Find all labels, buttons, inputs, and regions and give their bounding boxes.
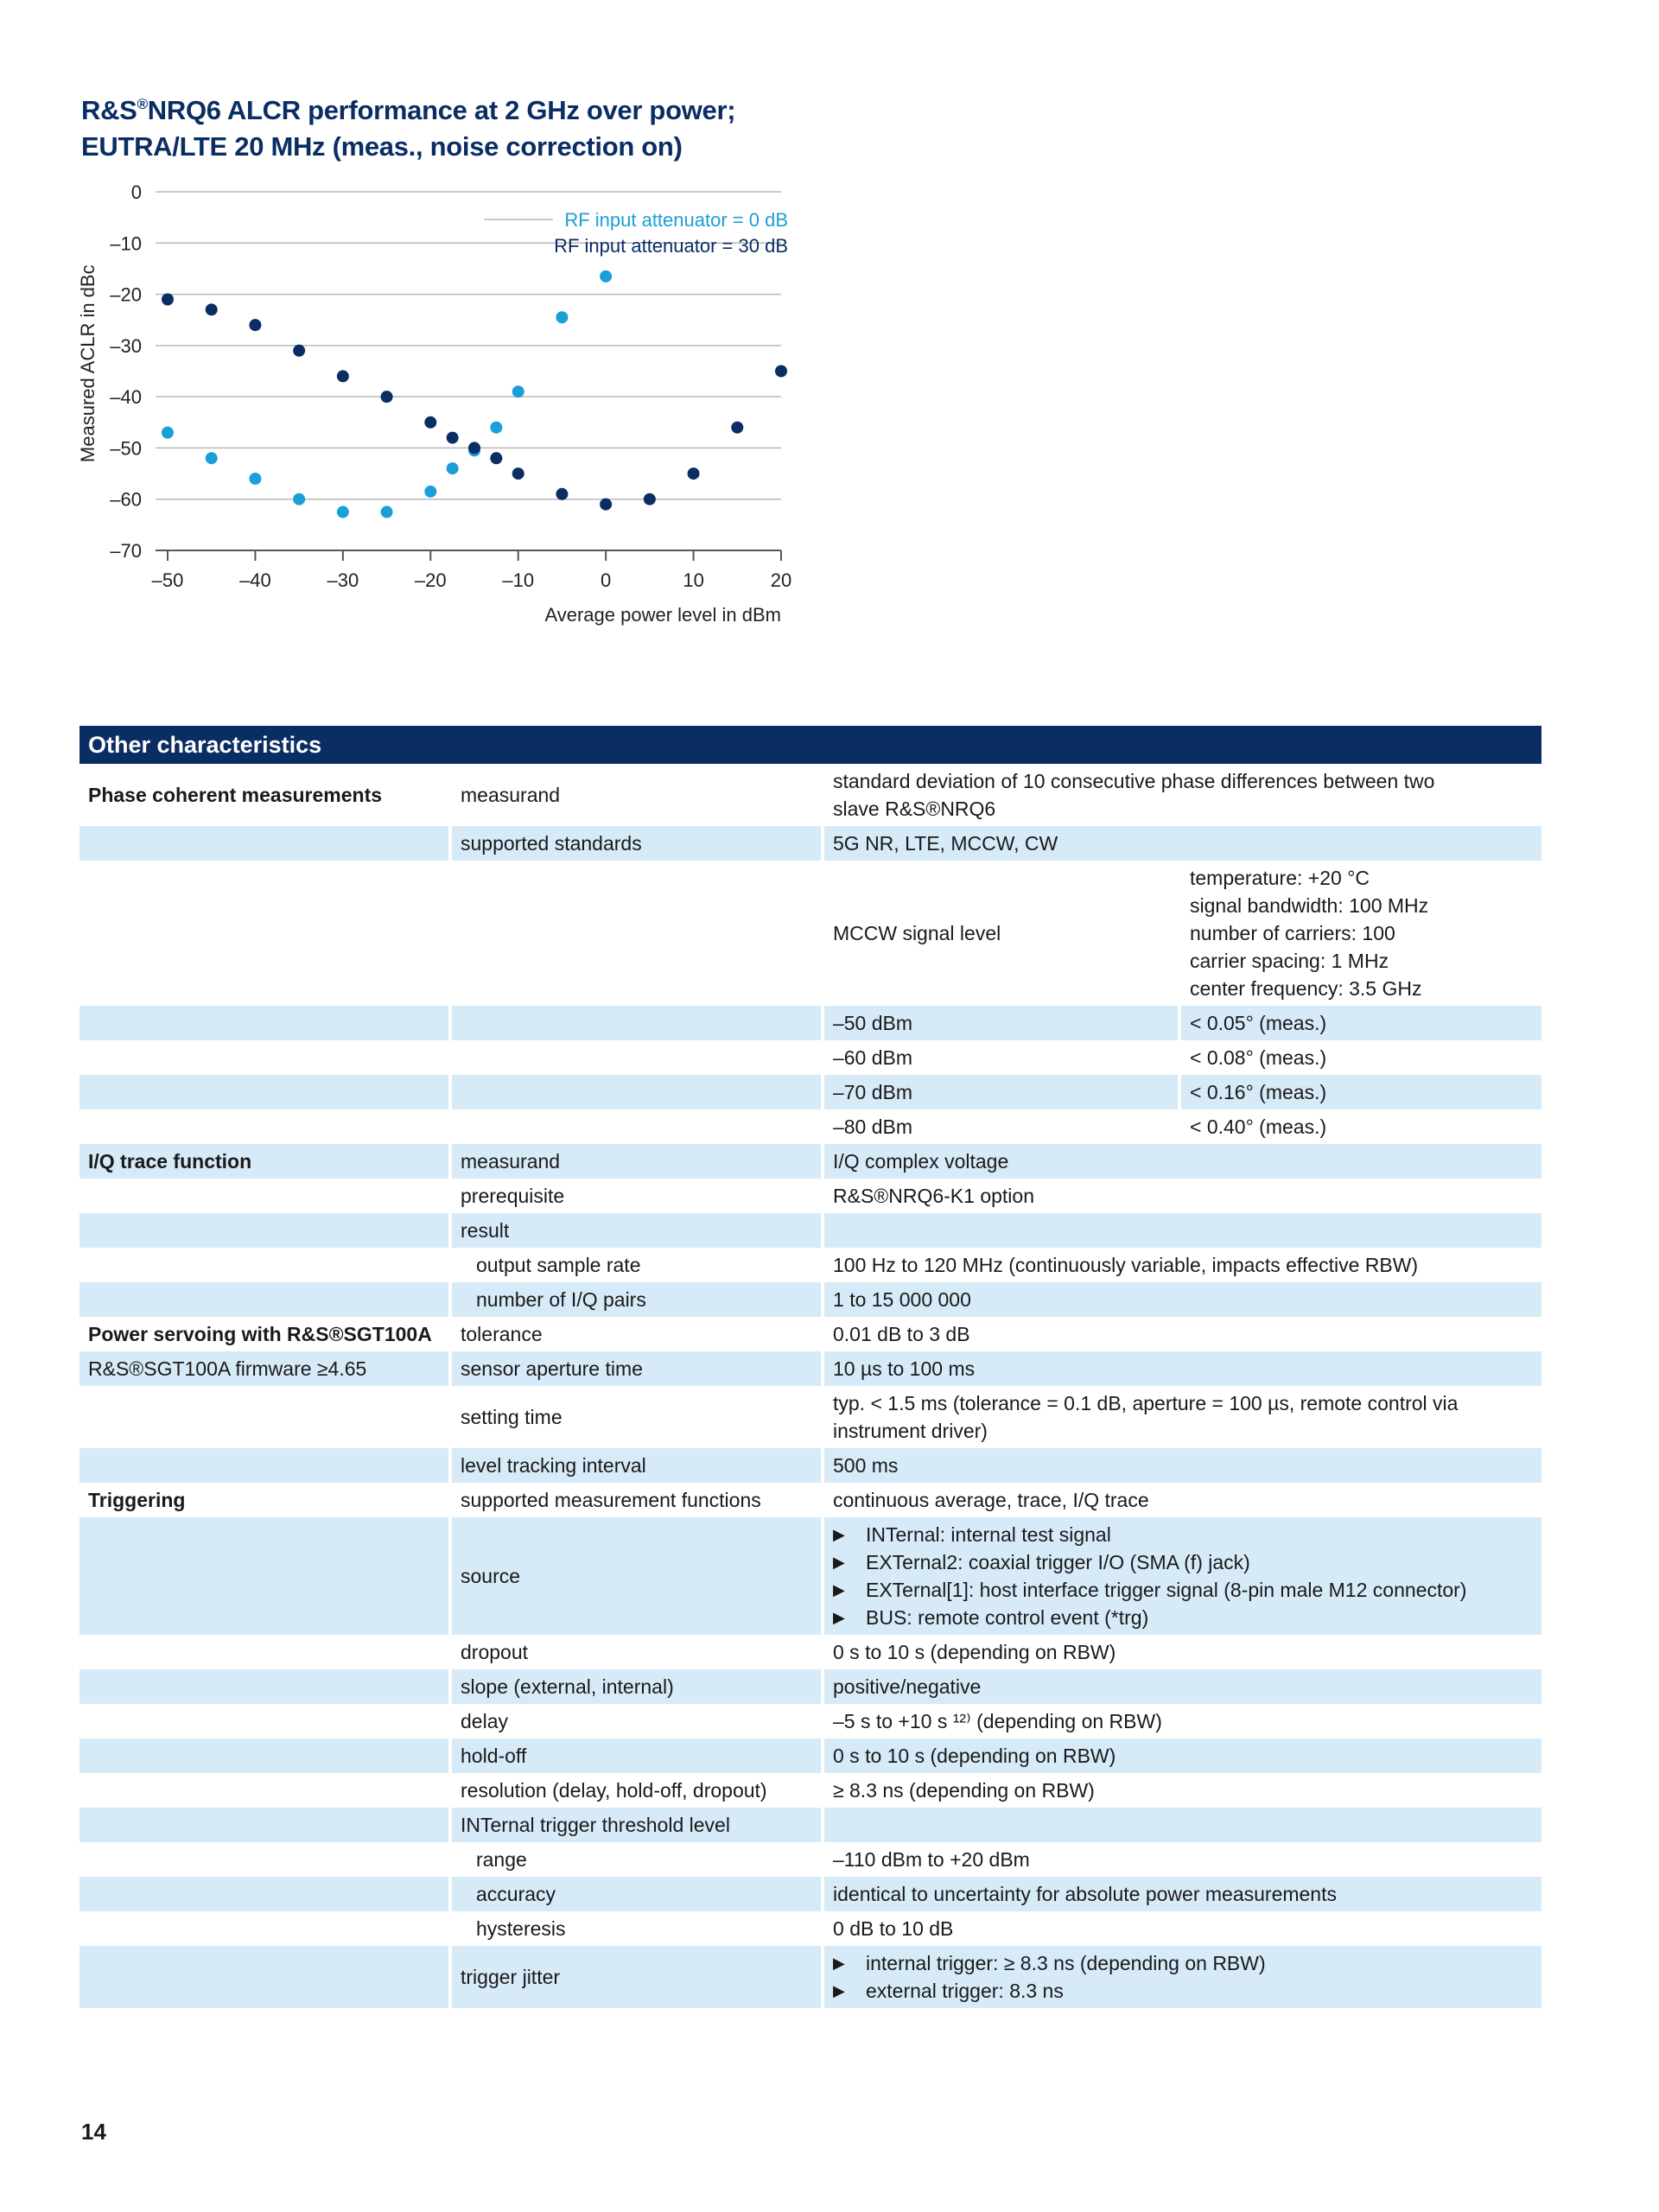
- data-point-atten-0db: [490, 422, 502, 434]
- data-point-atten-30db: [424, 416, 436, 429]
- table-row: [79, 861, 1541, 1006]
- y-tick-label: –40: [110, 386, 142, 409]
- bullet-text: EXTernal[1]: host interface trigger signal (8-pin male M12 connector): [866, 1579, 1467, 1601]
- table-row: [79, 1635, 1541, 1669]
- parameter-cell: [79, 1179, 448, 1213]
- x-tick-label: 10: [683, 569, 704, 591]
- bullet-item: [833, 1576, 1466, 1604]
- data-point-atten-0db: [206, 452, 218, 464]
- data-point-atten-0db: [600, 270, 612, 283]
- parameter-cell: [79, 1946, 448, 2008]
- y-tick-label: –60: [110, 488, 142, 511]
- table-row: [79, 1075, 1541, 1109]
- value-subcondition-cell: –50 dBm: [824, 1006, 1178, 1040]
- bullet-text: INTernal: internal test signal: [866, 1523, 1111, 1546]
- bullet-text: external trigger: 8.3 ns: [866, 1980, 1064, 2002]
- parameter-cell: [79, 1040, 448, 1075]
- condition-cell: delay: [461, 1710, 508, 1732]
- condition-cell: source: [452, 1517, 821, 1635]
- condition-cell: [452, 1006, 821, 1040]
- other-characteristics-table: [79, 726, 1541, 2008]
- bullet-item: [833, 1521, 1111, 1548]
- value-cell: [1181, 861, 1541, 1006]
- x-tick-label: –40: [239, 569, 271, 591]
- bullet-item: [833, 1604, 1148, 1631]
- value-line: 0.01 dB to 3 dB: [833, 1323, 970, 1345]
- value-cell: [824, 1351, 1541, 1386]
- value-cell: [824, 1386, 1541, 1448]
- value-line: R&S®NRQ6-K1 option: [833, 1185, 1034, 1207]
- bullet-triangle-icon: ▶: [833, 1581, 845, 1599]
- y-tick-label: –50: [110, 437, 142, 460]
- value-subcondition-cell: –80 dBm: [832, 1116, 913, 1138]
- value-line: 100 Hz to 120 MHz (continuously variable, impacts effective RBW): [833, 1254, 1419, 1276]
- parameter-cell: [79, 1248, 448, 1282]
- x-tick-label: 0: [601, 569, 612, 591]
- condition-cell: output sample rate: [475, 1254, 641, 1276]
- table-row: [79, 1006, 1541, 1040]
- value-cell: [824, 1704, 1541, 1738]
- data-point-atten-30db: [490, 452, 502, 464]
- parameter-cell: [79, 1704, 448, 1738]
- value-line: –5 s to +10 s ¹²⁾ (depending on RBW): [833, 1710, 1162, 1732]
- table-row: [79, 1517, 1541, 1635]
- parameter-cell: [79, 1517, 448, 1635]
- parameter-cell: [79, 1877, 448, 1911]
- bullet-triangle-icon: ▶: [833, 1609, 845, 1626]
- data-point-atten-30db: [381, 391, 393, 403]
- value-cell: [824, 1946, 1541, 2008]
- parameter-cell: [79, 1669, 448, 1704]
- condition-cell: prerequisite: [461, 1185, 565, 1207]
- condition-cell: number of I/Q pairs: [452, 1282, 821, 1317]
- value-line: center frequency: 3.5 GHz: [1190, 977, 1422, 1000]
- value-line: instrument driver): [833, 1420, 988, 1442]
- value-cell: [824, 1282, 1541, 1317]
- bullet-item: [833, 1949, 1266, 1977]
- bullet-text: internal trigger: ≥ 8.3 ns (depending on RBW): [866, 1952, 1266, 1974]
- value-cell: [824, 1669, 1541, 1704]
- table-row: [79, 1386, 1541, 1448]
- table-row: [79, 1144, 1541, 1179]
- table-row: [79, 1773, 1541, 1808]
- parameter-cell: Phase coherent measurements: [88, 784, 383, 806]
- table-row: [79, 1317, 1541, 1351]
- bullet-triangle-icon: ▶: [833, 1955, 845, 1972]
- value-line: 500 ms: [833, 1454, 899, 1477]
- value-line: temperature: +20 °C: [1190, 867, 1370, 889]
- parameter-cell: [79, 1109, 448, 1144]
- value-cell: [824, 1808, 1541, 1842]
- condition-cell: resolution (delay, hold-off, dropout): [461, 1779, 767, 1802]
- parameter-cell: [79, 1075, 448, 1109]
- parameter-cell: [79, 861, 448, 1006]
- table-row: [79, 1040, 1541, 1075]
- condition-cell: [452, 861, 821, 1006]
- data-point-atten-30db: [337, 370, 349, 382]
- value-subcondition-cell: MCCW signal level: [832, 922, 1001, 944]
- value-cell: [824, 1911, 1541, 1946]
- condition-cell: measurand: [461, 784, 561, 806]
- x-tick-label: –20: [414, 569, 447, 591]
- data-point-atten-0db: [556, 311, 568, 323]
- data-point-atten-30db: [162, 294, 174, 306]
- value-cell: [824, 1738, 1541, 1773]
- legend-entry: RF input attenuator = 30 dB: [554, 235, 788, 257]
- table-row: [79, 1911, 1541, 1946]
- table-row: [79, 1179, 1541, 1213]
- bullet-item: [833, 1977, 1064, 2005]
- bullet-triangle-icon: ▶: [833, 1526, 845, 1543]
- bullet-text: EXTernal2: coaxial trigger I/O (SMA (f) jack): [866, 1551, 1250, 1573]
- parameter-cell: [79, 1911, 448, 1946]
- condition-cell: tolerance: [461, 1323, 543, 1345]
- value-cell: [824, 1144, 1541, 1179]
- value-line: signal bandwidth: 100 MHz: [1190, 894, 1429, 917]
- data-point-atten-30db: [644, 493, 656, 505]
- bullet-triangle-icon: ▶: [833, 1982, 845, 1999]
- value-line: < 0.16° (meas.): [1190, 1081, 1327, 1103]
- value-cell: [1181, 1040, 1541, 1075]
- bullet-triangle-icon: ▶: [833, 1554, 845, 1571]
- data-point-atten-0db: [249, 473, 261, 485]
- condition-cell: level tracking interval: [452, 1448, 821, 1483]
- condition-cell: setting time: [461, 1406, 563, 1428]
- table-row: [79, 1282, 1541, 1317]
- parameter-cell: Triggering: [88, 1489, 186, 1511]
- table-row: [79, 1483, 1541, 1517]
- value-cell: [824, 764, 1541, 826]
- table-row: [79, 1704, 1541, 1738]
- value-line: –110 dBm to +20 dBm: [833, 1848, 1030, 1871]
- condition-cell: hysteresis: [475, 1917, 566, 1940]
- value-cell: [824, 1213, 1541, 1248]
- data-point-atten-0db: [337, 506, 349, 518]
- value-line: 5G NR, LTE, MCCW, CW: [833, 832, 1058, 855]
- aclr-scatter-chart: [0, 0, 1659, 657]
- value-subcondition-cell: –60 dBm: [832, 1046, 913, 1069]
- value-cell: [824, 1248, 1541, 1282]
- parameter-cell: I/Q trace function: [79, 1144, 448, 1179]
- parameter-cell: [79, 1213, 448, 1248]
- table-row: [79, 1842, 1541, 1877]
- y-tick-label: 0: [130, 181, 142, 203]
- parameter-cell: [79, 1635, 448, 1669]
- data-point-atten-30db: [600, 499, 612, 511]
- data-point-atten-30db: [731, 422, 743, 434]
- table-row: [79, 1248, 1541, 1282]
- data-point-atten-0db: [293, 493, 305, 505]
- condition-cell: hold-off: [452, 1738, 821, 1773]
- y-tick-label: –30: [110, 334, 142, 357]
- chart-title-prefix: R&S: [81, 95, 137, 125]
- table-row: [79, 1877, 1541, 1911]
- condition-cell: INTernal trigger threshold level: [452, 1808, 821, 1842]
- value-subcondition-cell: –70 dBm: [824, 1075, 1178, 1109]
- value-line: positive/negative: [833, 1675, 982, 1698]
- x-tick-label: –50: [151, 569, 184, 591]
- value-cell: [824, 1317, 1541, 1351]
- x-tick-label: 20: [770, 569, 792, 591]
- value-cell: [824, 1448, 1541, 1483]
- value-cell: [1181, 1109, 1541, 1144]
- table-body: [79, 764, 1541, 2008]
- chart-title-line2: EUTRA/LTE 20 MHz (meas., noise correction on): [81, 131, 683, 162]
- parameter-cell: [79, 1006, 448, 1040]
- table-header: Other characteristics: [79, 726, 1541, 764]
- data-point-atten-30db: [775, 365, 787, 378]
- y-tick-label: –20: [110, 283, 142, 306]
- value-line: slave R&S®NRQ6: [833, 798, 996, 820]
- value-cell: [824, 1877, 1541, 1911]
- condition-cell: supported standards: [452, 826, 821, 861]
- data-point-atten-30db: [688, 467, 700, 480]
- value-line: continuous average, trace, I/Q trace: [833, 1489, 1149, 1511]
- table-row: [79, 1946, 1541, 2008]
- x-tick-label: –10: [502, 569, 535, 591]
- condition-cell: [452, 1075, 821, 1109]
- parameter-cell: [79, 1808, 448, 1842]
- data-point-atten-30db: [468, 442, 480, 454]
- chart-title-rest: NRQ6 ALCR performance at 2 GHz over power;: [147, 95, 736, 125]
- value-line: < 0.40° (meas.): [1190, 1116, 1327, 1138]
- value-cell: [824, 1773, 1541, 1808]
- value-line: 0 dB to 10 dB: [833, 1917, 954, 1940]
- value-line: 1 to 15 000 000: [833, 1288, 971, 1311]
- x-tick-label: –30: [327, 569, 359, 591]
- value-line: ≥ 8.3 ns (depending on RBW): [833, 1779, 1095, 1802]
- condition-cell: result: [452, 1213, 821, 1248]
- parameter-cell: Power servoing with R&S®SGT100A: [88, 1323, 432, 1345]
- condition-cell: measurand: [452, 1144, 821, 1179]
- value-cell: [824, 826, 1541, 861]
- condition-cell: [452, 1040, 821, 1075]
- data-point-atten-30db: [556, 488, 568, 500]
- data-point-atten-0db: [162, 427, 174, 439]
- data-point-atten-0db: [512, 385, 524, 397]
- data-point-atten-30db: [206, 303, 218, 315]
- parameter-cell: [79, 1282, 448, 1317]
- condition-cell: slope (external, internal): [452, 1669, 821, 1704]
- x-axis-label: Average power level in dBm: [544, 604, 781, 626]
- value-line: 0 s to 10 s (depending on RBW): [833, 1641, 1116, 1663]
- y-axis-label: Measured ACLR in dBc: [77, 264, 99, 463]
- value-cell: [1181, 1075, 1541, 1109]
- value-line: < 0.08° (meas.): [1190, 1046, 1327, 1069]
- parameter-cell: [79, 1738, 448, 1773]
- table-row: [79, 1669, 1541, 1704]
- data-point-atten-30db: [249, 319, 261, 331]
- page-number: 14: [81, 2119, 106, 2145]
- data-point-atten-30db: [512, 467, 524, 480]
- condition-cell: dropout: [461, 1641, 529, 1663]
- registered-mark: ®: [137, 96, 148, 112]
- condition-cell: trigger jitter: [452, 1946, 821, 2008]
- table-row: [79, 1351, 1541, 1386]
- value-cell: [824, 1517, 1541, 1635]
- y-tick-label: –70: [110, 540, 142, 562]
- data-point-atten-30db: [293, 345, 305, 357]
- value-line: I/Q complex voltage: [833, 1150, 1009, 1173]
- condition-cell: accuracy: [452, 1877, 821, 1911]
- table-row: [79, 1448, 1541, 1483]
- table-row: [79, 826, 1541, 861]
- value-cell: [824, 1842, 1541, 1877]
- value-line: 0 s to 10 s (depending on RBW): [833, 1745, 1116, 1767]
- value-line: number of carriers: 100: [1190, 922, 1395, 944]
- condition-cell: supported measurement functions: [461, 1489, 761, 1511]
- value-cell: [824, 1635, 1541, 1669]
- data-point-atten-0db: [381, 506, 393, 518]
- legend-entry: RF input attenuator = 0 dB: [564, 209, 788, 231]
- value-line: carrier spacing: 1 MHz: [1190, 950, 1389, 972]
- value-line: 10 µs to 100 ms: [833, 1357, 976, 1380]
- condition-cell: sensor aperture time: [452, 1351, 821, 1386]
- parameter-cell: R&S®SGT100A firmware ≥4.65: [79, 1351, 448, 1386]
- value-cell: [824, 1179, 1541, 1213]
- condition-cell: range: [475, 1848, 527, 1871]
- bullet-text: BUS: remote control event (*trg): [866, 1606, 1149, 1629]
- y-tick-label: –10: [110, 232, 142, 255]
- data-point-atten-0db: [424, 486, 436, 498]
- value-line: identical to uncertainty for absolute power measurements: [833, 1883, 1337, 1905]
- table-row: [79, 1738, 1541, 1773]
- parameter-cell: [79, 1773, 448, 1808]
- value-cell: [824, 1483, 1541, 1517]
- value-line: standard deviation of 10 consecutive phase differences between two: [833, 770, 1435, 792]
- table-row: [79, 1808, 1541, 1842]
- parameter-cell: [79, 1448, 448, 1483]
- condition-cell: [452, 1109, 821, 1144]
- data-point-atten-0db: [447, 462, 459, 474]
- table-row: [79, 1109, 1541, 1144]
- table-row: [79, 764, 1541, 826]
- data-point-atten-30db: [447, 432, 459, 444]
- value-line: < 0.05° (meas.): [1190, 1012, 1327, 1034]
- parameter-cell: [79, 826, 448, 861]
- bullet-item: [833, 1548, 1250, 1576]
- parameter-cell: [79, 1386, 448, 1448]
- value-line: typ. < 1.5 ms (tolerance = 0.1 dB, aperture = 100 µs, remote control via: [833, 1392, 1459, 1414]
- value-cell: [1181, 1006, 1541, 1040]
- parameter-cell: [79, 1842, 448, 1877]
- table-row: [79, 1213, 1541, 1248]
